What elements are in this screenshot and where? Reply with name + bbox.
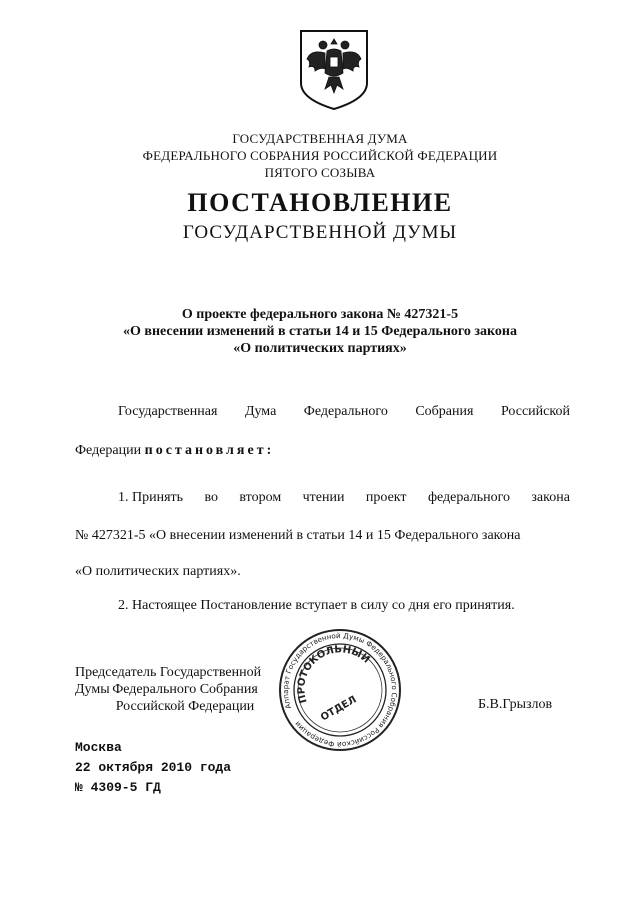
signature-title-line-2: Федерального Собрания: [112, 682, 258, 697]
preamble-word: Дума: [244, 404, 277, 419]
item1-line-3: «О политических партиях».: [75, 564, 241, 579]
preamble-word: Государственная: [118, 404, 218, 419]
preamble-word: Собрания: [415, 404, 474, 419]
item1-line-2: № 427321-5 «О внесении изменений в статьи 14 и 15 Федерального закона: [75, 528, 521, 543]
header-line-3: ПЯТОГО СОЗЫВА: [264, 165, 376, 180]
document-subtitle: ГОСУДАРСТВЕННОЙ ДУМЫ: [182, 222, 458, 243]
item2-text: 2. Настоящее Постановление вступает в силу со дня его принятия.: [118, 598, 515, 613]
signature-title-line-3: Российской Федерации: [115, 699, 255, 714]
signatory-name: Б.В.Грызлов: [478, 697, 553, 712]
subject-line-2: «О внесении изменений в статьи 14 и 15 Федерального закона: [123, 324, 517, 339]
preamble-word: Российской: [500, 404, 570, 419]
item1-word: чтении: [302, 490, 345, 505]
protocol-department-stamp: [275, 625, 405, 755]
footer-city: Москва: [75, 740, 122, 755]
preamble-word: Федерального: [303, 404, 388, 419]
item1-line-1: [118, 490, 570, 506]
stamp-top-text: ПРОТОКОЛЬНЫЙ: [296, 644, 372, 705]
subject-line-3: «О политических партиях»: [233, 341, 407, 356]
subject-line-1: О проекте федерального закона № 427321-5: [181, 307, 459, 322]
footer-date: 22 октября 2010 года: [75, 760, 232, 775]
preamble-line-1: [118, 404, 570, 420]
stamp-center-text: ОТДЕЛ: [318, 694, 359, 724]
stamp-ring-text: Аппарат Государственной Думы Федерального Собрания Российской Федерации: [280, 630, 400, 750]
header-line-2: ФЕДЕРАЛЬНОГО СОБРАНИЯ РОССИЙСКОЙ ФЕДЕРАЦИИ: [142, 148, 498, 163]
item1-word: проект: [365, 490, 407, 505]
item1-word: федерального: [427, 490, 510, 505]
preamble-federation: Федерации: [75, 443, 145, 458]
signature-title-line-1: Председатель Государственной Думы: [75, 665, 262, 697]
header-line-1: ГОСУДАРСТВЕННАЯ ДУМА: [232, 131, 408, 146]
document-title: ПОСТАНОВЛЕНИЕ: [187, 188, 453, 217]
item1-word: 1. Принять: [118, 490, 184, 505]
item1-word: закона: [531, 490, 570, 505]
coat-of-arms-emblem: [297, 27, 371, 111]
preamble-line-2: [75, 442, 274, 459]
item1-word: втором: [239, 490, 282, 505]
resolves-word: постановляет:: [144, 443, 275, 458]
item1-word: во: [204, 490, 218, 505]
footer-number: № 4309-5 ГД: [75, 780, 161, 795]
